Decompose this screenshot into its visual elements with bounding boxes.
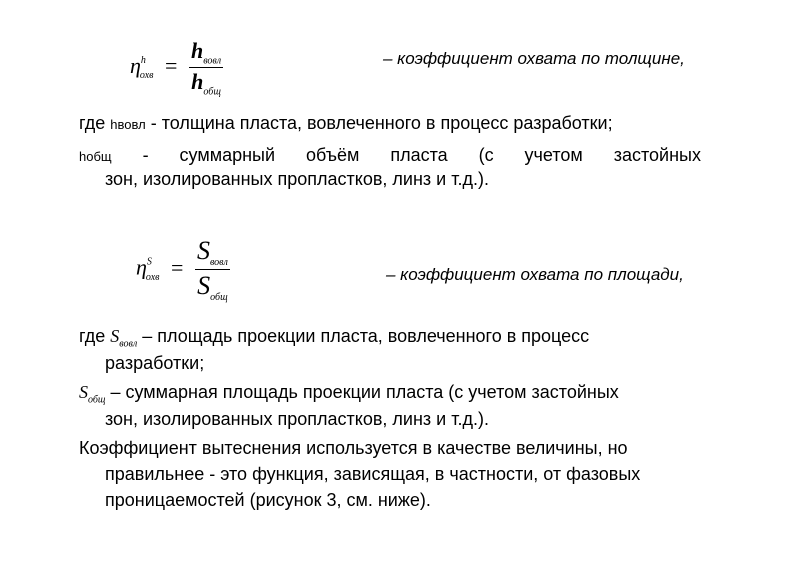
definition-s-total [79,382,619,430]
definition-line-2: зон, изолированных пропластков, линз и т.д.). [105,408,489,429]
definition-line-2: разработки; [105,352,205,373]
eta-symbol: η [136,254,147,280]
paragraph-line-1: Коэффициент вытеснения используется в качестве величины, но [79,438,628,458]
definition-line-2: зон, изолированных пропластков, линз и т.д.). [105,169,489,189]
definition-text: - толщина пласта, вовлеченного в процесс разработки; [150,113,613,133]
formula2-description: – коэффициент охвата по площади, [386,265,684,284]
definition-line-1: hобщ - суммарный объём пласта (с учетом застойных [79,145,701,165]
definition-line-1: где $S_{вовл}$ – площадь проекции пласта, вовлеченного в процесс [79,326,590,350]
where-word: где [79,326,106,346]
denominator: $h_{общ}$ [191,69,221,98]
fraction [189,38,223,98]
eta-superscript: S [146,256,152,268]
fraction-bar [195,269,230,270]
definition-h-total [79,145,701,190]
paragraph-line-3: проницаемостей (рисунок 3, см. ниже). [105,490,431,510]
numerator: $h_{вовл}$ [190,38,222,67]
eta-subscript: охв [139,70,154,82]
definition-s-involved [79,326,589,374]
numerator: $S_{вовл}$ [196,236,228,269]
symbol-h-involved: hвовл [110,117,146,132]
symbol-s-involved: $S_{вовл}$ [110,326,138,350]
paragraph-line-2: правильнее - это функция, зависящая, в частности, от фазовых [105,464,641,484]
where-word: где [79,113,106,133]
definition-line-1: $S_{общ}$ – суммарная площадь проекции пласта (с учетом застойных [79,382,619,406]
symbol-h-total: hобщ [79,149,112,164]
denominator: $S_{общ}$ [197,271,228,304]
fraction [195,236,230,303]
eta-symbol: η [130,52,141,78]
displacement-paragraph [79,438,640,511]
equals-sign: = [171,254,184,280]
eta-superscript: h [140,54,146,66]
formula-coverage-thickness [130,38,223,98]
equals-sign: = [165,52,178,78]
definition-h-involved [79,113,613,134]
formula-coverage-area [136,236,230,303]
eta-subscript: охв [145,272,160,284]
symbol-s-total: $S_{общ}$ [79,382,106,406]
fraction-bar [189,67,223,68]
formula1-description: – коэффициент охвата по толщине, [383,49,685,68]
